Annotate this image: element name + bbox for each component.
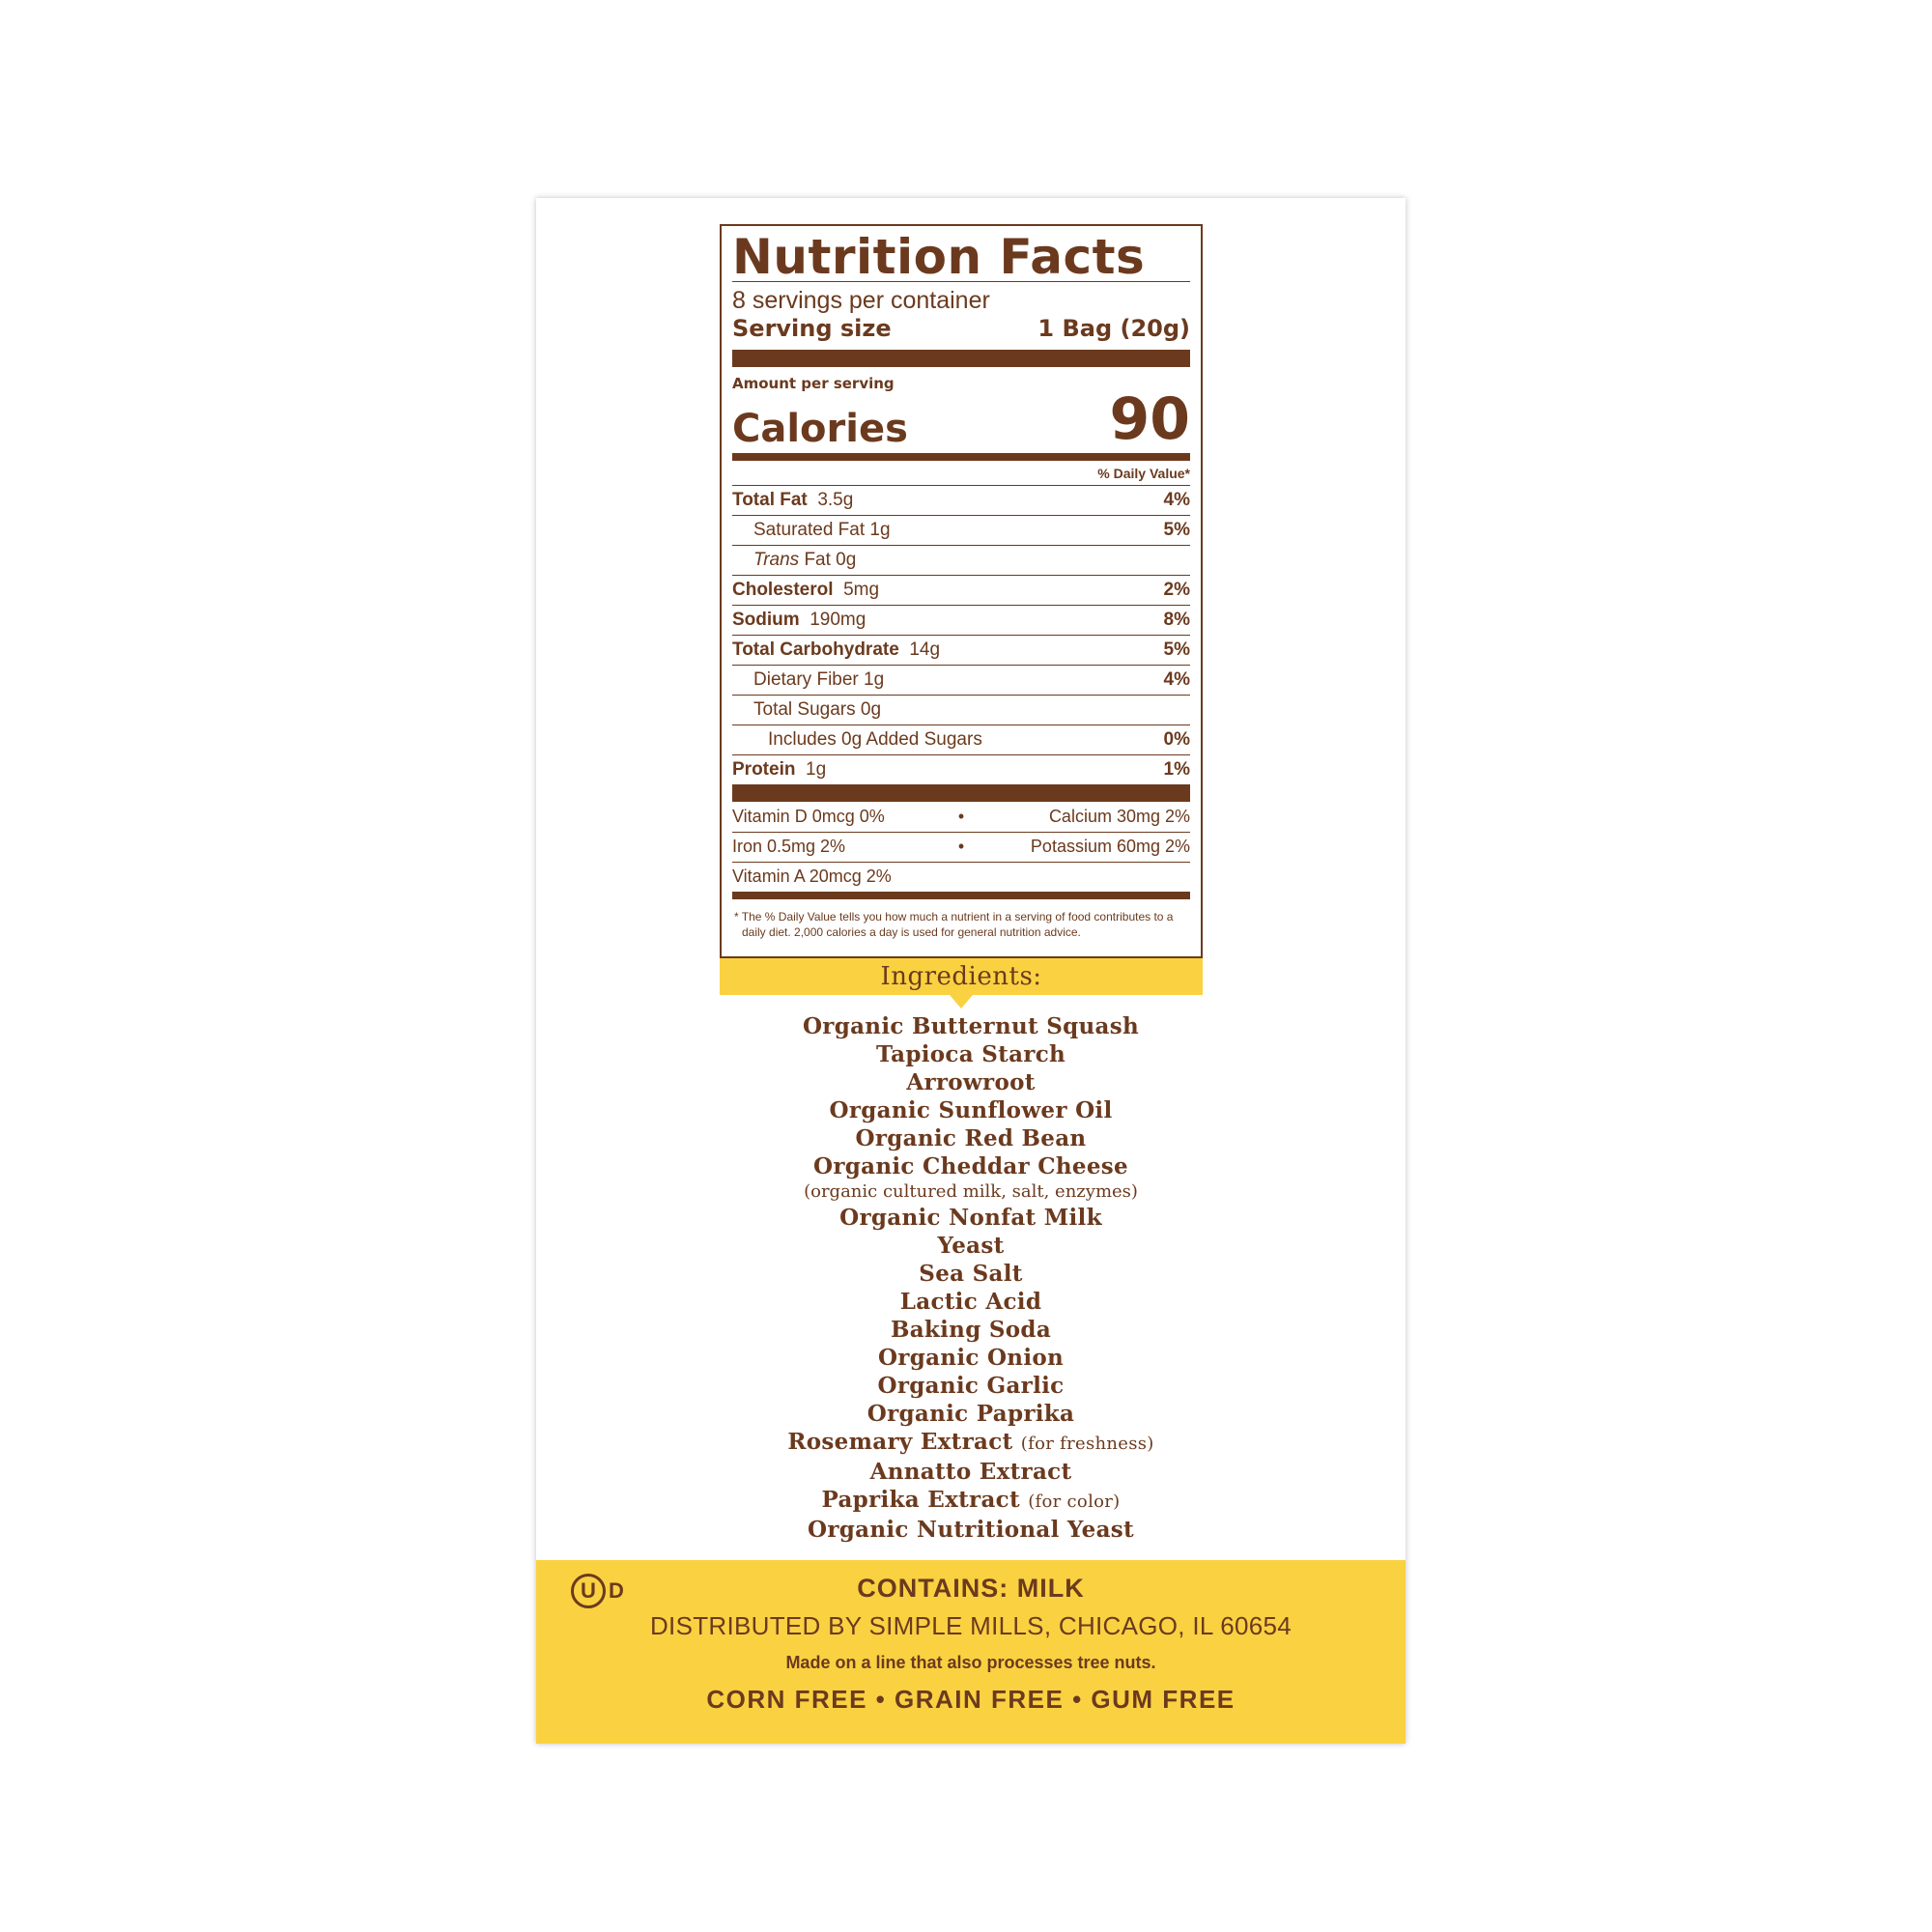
ingredient-item: Organic Garlic [877, 1373, 1065, 1399]
ingredient-item: Annatto Extract [869, 1459, 1072, 1485]
ingredients-heading: Ingredients: [880, 962, 1042, 991]
nutrient-name: Dietary Fiber 1g [753, 668, 885, 690]
bullet: • [957, 837, 965, 856]
ingredient-item-row [633, 1486, 1309, 1516]
nutrient-amount: 14g [909, 639, 941, 660]
ingredient-item: Organic Cheddar Cheese [813, 1153, 1128, 1179]
vitamin-a: Vitamin A 20mcg 2% [732, 867, 892, 886]
nutrient-dv: 4% [1163, 668, 1190, 690]
calories-value: 90 [1109, 384, 1190, 453]
ingredient-item: Organic Red Bean [855, 1125, 1087, 1151]
ingredient-item: Organic Butternut Squash [802, 1013, 1140, 1039]
vitamin-d: Vitamin D 0mcg 0% [732, 806, 885, 826]
nutrient-amount: 190mg [810, 609, 867, 630]
ingredient-item: Organic Sunflower Oil [829, 1097, 1113, 1123]
ingredient-item-row [633, 1428, 1309, 1458]
nutrient-row-total-sugars [732, 695, 1190, 724]
nutrient-dv: 8% [1163, 609, 1190, 630]
nutrient-dv: 4% [1163, 489, 1190, 510]
nutrition-facts-title: Nutrition Facts [732, 229, 1146, 285]
ingredient-item: Baking Soda [890, 1317, 1052, 1343]
nutrient-dv: 2% [1163, 579, 1190, 600]
nutrient-name: Total Carbohydrate [732, 639, 899, 660]
nutrient-row-total-fat [732, 485, 1190, 515]
servings-per-container: 8 servings per container [732, 287, 990, 314]
serving-size-label: Serving size [732, 314, 892, 342]
ingredient-subnote: (organic cultured milk, salt, enzymes) [804, 1181, 1138, 1202]
ingredient-note: (for color) [1028, 1492, 1121, 1512]
ingredient-item: Rosemary Extract [787, 1429, 1013, 1455]
serving-size-value: 1 Bag (20g) [1037, 314, 1190, 342]
vitamin-row [732, 862, 1190, 892]
ingredient-item: Organic Paprika [867, 1401, 1075, 1427]
distributor-line: DISTRIBUTED BY SIMPLE MILLS, CHICAGO, IL 60654 [649, 1611, 1292, 1640]
cross-contact-note: Made on a line that also processes tree nuts. [785, 1653, 1156, 1672]
nutrient-dv: 1% [1163, 758, 1190, 780]
ingredient-item: Yeast [937, 1233, 1005, 1259]
ingredient-item: Organic Onion [877, 1345, 1065, 1371]
nutrient-amount: 1g [806, 758, 827, 780]
ingredient-item: Organic Nutritional Yeast [808, 1517, 1134, 1543]
nutrient-name: Sodium [732, 609, 800, 630]
nutrient-row-trans-fat [732, 545, 1190, 575]
nutrient-name: Includes 0g Added Sugars [768, 728, 982, 750]
calcium: Calcium 30mg 2% [1048, 806, 1190, 826]
nutrient-name: Saturated Fat 1g [753, 519, 891, 540]
nutrient-name: Protein [732, 758, 796, 780]
nutrient-dv: 5% [1163, 519, 1190, 540]
ingredients-pointer [950, 995, 973, 1009]
nutrient-row-cholesterol [732, 575, 1190, 605]
serving-size-row [732, 315, 1190, 342]
ingredients-header-bar [720, 958, 1203, 995]
ingredients-list [633, 1012, 1309, 1544]
potassium: Potassium 60mg 2% [1030, 837, 1190, 856]
nutrient-dv: 5% [1163, 639, 1190, 660]
vitamin-row [732, 832, 1190, 862]
ingredient-item: Paprika Extract [821, 1487, 1020, 1513]
nutrient-name: Cholesterol [732, 579, 834, 600]
nutrient-amount: 5mg [843, 579, 880, 600]
calories-label: Calories [732, 406, 908, 451]
medium-divider [732, 453, 1190, 461]
nutrient-name: Total Fat [732, 489, 808, 510]
ingredient-item: Sea Salt [919, 1261, 1023, 1287]
nutrient-row-total-carbohydrate [732, 635, 1190, 665]
medium-divider [732, 892, 1190, 899]
nutrient-name-italic: Trans [753, 549, 800, 570]
nutrient-row-added-sugars [732, 724, 1190, 754]
kosher-dairy-symbol [571, 1574, 624, 1608]
nutrient-name: Fat 0g [799, 549, 857, 570]
nutrient-row-protein [732, 754, 1190, 784]
nutrient-row-saturated-fat [732, 515, 1190, 545]
ingredient-item: Lactic Acid [899, 1289, 1042, 1315]
ingredient-item: Tapioca Starch [875, 1041, 1066, 1067]
nutrient-row-sodium [732, 605, 1190, 635]
free-from-claims: CORN FREE • GRAIN FREE • GUM FREE [706, 1685, 1236, 1714]
allergen-footer [536, 1560, 1406, 1744]
iron: Iron 0.5mg 2% [732, 837, 846, 856]
daily-value-header: % Daily Value* [1097, 465, 1190, 481]
nutrient-amount: 3.5g [817, 489, 854, 510]
vitamin-row [732, 802, 1190, 832]
dairy-mark: D [609, 1578, 624, 1603]
thick-divider [732, 350, 1190, 367]
calories-row [732, 384, 1190, 453]
nutrition-facts-label [720, 224, 1203, 958]
ingredient-item: Arrowroot [906, 1069, 1036, 1095]
ou-kosher-icon: U [571, 1574, 606, 1608]
nutrient-name: Total Sugars 0g [753, 698, 882, 720]
nutrient-dv: 0% [1163, 728, 1190, 750]
thick-divider [732, 784, 1190, 802]
allergen-statement: CONTAINS: MILK [857, 1574, 1085, 1603]
daily-value-footnote: * The % Daily Value tells you how much a nutrient in a serving of food contributes to a daily diet. 2,000 calories a day is used for general nutrition advice. [734, 909, 1174, 939]
bullet: • [957, 806, 965, 826]
amount-per-serving: Amount per serving [732, 374, 895, 392]
ingredient-note: (for freshness) [1020, 1434, 1154, 1454]
ingredient-item: Organic Nonfat Milk [839, 1205, 1102, 1231]
nutrient-row-dietary-fiber [732, 665, 1190, 695]
product-panel [536, 198, 1406, 1744]
